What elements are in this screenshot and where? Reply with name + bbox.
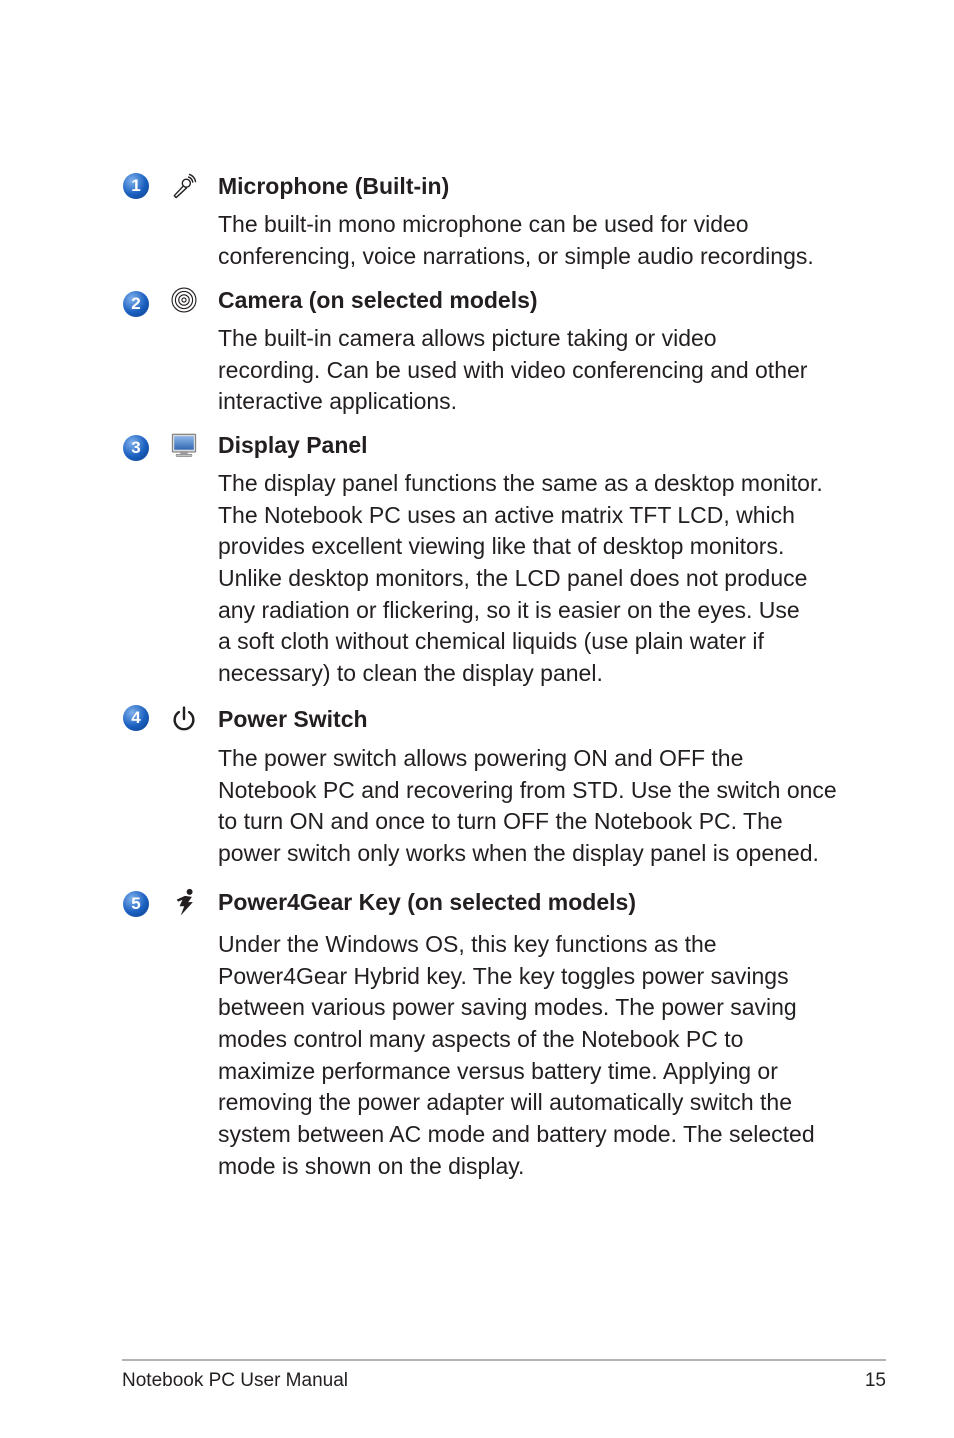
- feature-item-power-switch: [0, 703, 954, 867]
- description-line: The display panel functions the same as a desktop monitor.: [218, 470, 823, 496]
- description-line: Unlike desktop monitors, the LCD panel does not produce: [218, 565, 808, 592]
- power-icon: [170, 705, 198, 733]
- number-badge: 2: [123, 291, 149, 317]
- item-description: [218, 209, 898, 272]
- description-line: power switch only works when the display panel is opened.: [218, 840, 819, 867]
- item-title: Power Switch: [218, 706, 368, 732]
- description-line: provides excellent viewing like that of desktop monitors.: [218, 533, 785, 560]
- description-line: The built-in mono microphone can be used for video: [218, 211, 749, 237]
- description-line: conferencing, voice narrations, or simple audio recordings.: [218, 242, 814, 269]
- item-title: Power4Gear Key (on selected models): [218, 889, 636, 915]
- item-description: [218, 929, 898, 1183]
- description-line: maximize performance versus battery time. Applying or: [218, 1057, 778, 1084]
- number-badge: 5: [123, 891, 149, 917]
- number-badge: 1: [123, 173, 149, 199]
- item-description: [218, 323, 898, 418]
- microphone-icon: [170, 172, 198, 200]
- description-line: Power4Gear Hybrid key. The key toggles power savings: [218, 962, 789, 989]
- description-line: interactive applications.: [218, 388, 458, 415]
- description-line: Under the Windows OS, this key functions as the: [218, 931, 717, 957]
- description-line: mode is shown on the display.: [218, 1152, 525, 1179]
- feature-item-display-panel: [0, 429, 954, 687]
- description-line: removing the power adapter will automatically switch the: [218, 1089, 792, 1116]
- feature-item-power4gear-key: [0, 886, 954, 1179]
- feature-item-camera: [0, 284, 954, 415]
- description-line: Notebook PC and recovering from STD. Use the switch once: [218, 776, 837, 803]
- item-title: Camera (on selected models): [218, 287, 538, 313]
- power4gear-icon: [170, 888, 198, 916]
- description-line: between various power saving modes. The power saving: [218, 994, 797, 1021]
- description-line: necessary) to clean the display panel.: [218, 660, 603, 687]
- item-description: [218, 743, 898, 870]
- camera-icon: [170, 286, 198, 314]
- description-line: The power switch allows powering ON and OFF the: [218, 745, 744, 771]
- description-line: modes control many aspects of the Notebook PC to: [218, 1026, 744, 1053]
- description-line: The built-in camera allows picture taking or video: [218, 325, 717, 351]
- footer-rule: [122, 1359, 886, 1361]
- description-line: to turn ON and once to turn OFF the Notebook PC. The: [218, 808, 783, 835]
- description-line: recording. Can be used with video conferencing and other: [218, 356, 808, 383]
- description-line: a soft cloth without chemical liquids (use plain water if: [218, 628, 764, 655]
- item-title: Display Panel: [218, 432, 368, 458]
- item-description: [218, 468, 898, 690]
- description-line: system between AC mode and battery mode. The selected: [218, 1121, 815, 1148]
- footer-manual-title: Notebook PC User Manual: [122, 1370, 348, 1391]
- display-panel-icon: [170, 431, 198, 459]
- number-badge: 3: [123, 435, 149, 461]
- description-line: any radiation or flickering, so it is easier on the eyes. Use: [218, 596, 800, 623]
- description-line: The Notebook PC uses an active matrix TFT LCD, which: [218, 501, 795, 528]
- page-number: 15: [864, 1370, 886, 1391]
- item-title: Microphone (Built-in): [218, 173, 450, 199]
- number-badge: 4: [123, 705, 149, 731]
- feature-item-microphone: [0, 170, 954, 269]
